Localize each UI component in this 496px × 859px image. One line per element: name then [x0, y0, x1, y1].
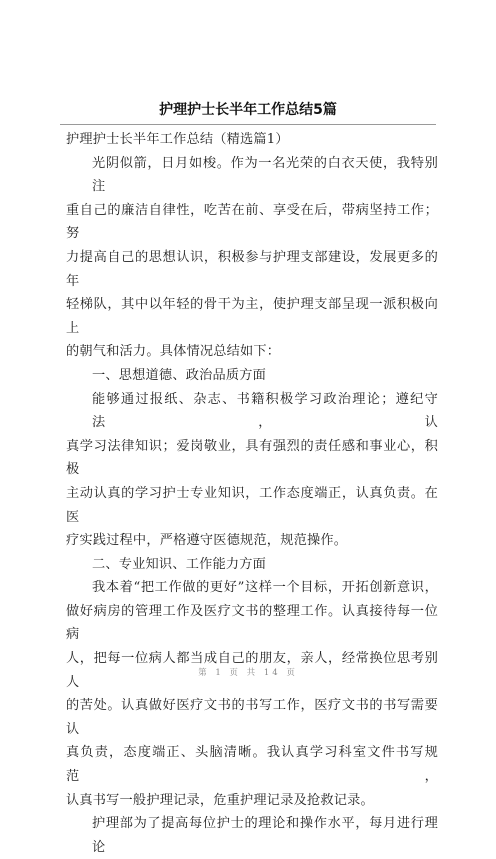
paragraph-line: 的朝气和活力。具体情况总结如下： — [66, 344, 281, 360]
paragraph-line: 认真书写一般护理记录，危重护理记录及抢救记录。 — [66, 792, 374, 808]
paragraph-line: 护理部为了提高每位护士的理论和操作水平，每月进行理论 — [92, 816, 438, 855]
title-divider — [60, 124, 436, 125]
paragraph-line: 疗实践过程中，严格遵守医德规范，规范操作。 — [66, 533, 348, 549]
paragraph-line: 我本着“把工作做的更好”这样一个目标，开拓创新意识， — [92, 580, 438, 596]
paragraph-line: 人，把每一位病人都当成自己的朋友，亲人，经常换位思考别人 — [66, 651, 438, 690]
paragraph-line: 真负责，态度端正、头脑清晰。我认真学习科室文件书写规范， — [66, 745, 438, 785]
document-body — [66, 128, 438, 859]
paragraph-line: 主动认真的学习护士专业知识，工作态度端正，认真负责。在医 — [66, 485, 438, 525]
paragraph-line: 重自己的廉洁自律性，吃苦在前、享受在后，带病坚持工作；努 — [66, 202, 438, 242]
paragraph-line: 力提高自己的思想认识，积极参与护理支部建设，发展更多的年 — [66, 249, 438, 289]
document-title: 护理护士长半年工作总结5篇 — [159, 102, 337, 118]
paragraph-line: 轻梯队，其中以年轻的骨干为主，使护理支部呈现一派积极向上 — [66, 297, 438, 336]
paragraph-line: 做好病房的管理工作及医疗文书的整理工作。认真接待每一位病 — [66, 603, 438, 643]
paragraph-line: 光阴似箭，日月如梭。作为一名光荣的白衣天使，我特别注 — [92, 155, 438, 195]
paragraph-line: 真学习法律知识；爱岗敬业，具有强烈的责任感和事业心，积极 — [66, 438, 438, 478]
page-number-footer: 第 1 页 共 14 页 — [198, 668, 298, 678]
section-heading: 护理护士长半年工作总结（精选篇1） — [66, 132, 289, 147]
subsection-heading: 二、专业知识、工作能力方面 — [92, 556, 267, 572]
paragraph-line: 能够通过报纸、杂志、书籍积极学习政治理论；遵纪守法，认 — [92, 391, 438, 431]
paragraph-line: 的苦处。认真做好医疗文书的书写工作，医疗文书的书写需要认 — [66, 698, 438, 737]
subsection-heading: 一、思想道德、政治品质方面 — [92, 367, 267, 383]
